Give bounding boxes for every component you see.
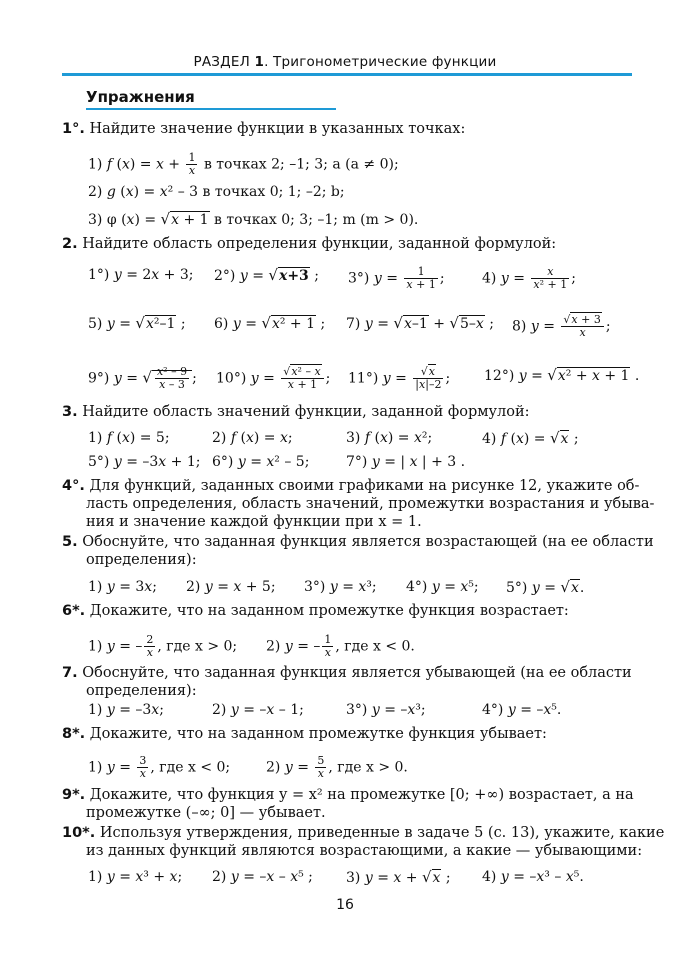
ex5-line-2: определения): [86, 552, 197, 568]
ex8-row-1: 1) y = $\frac{3}{x}$ , где x < 0; 2) y = $\frac{5}{x}$ , где x > 0. [88, 754, 408, 780]
ex9-line-2: промежутке (–∞; 0] — убывает. [86, 805, 326, 821]
ex4-line-3: ния и значение каждой функции при x = 1. [86, 514, 422, 530]
exercise-number: 6*. [62, 603, 86, 619]
ex10-line-2: из данных функций являются возрастающими, а какие — убывающими: [86, 843, 643, 859]
exercise-number: 7. [62, 665, 78, 681]
exercise-text: Найдите область определения функции, заданной формулой: [82, 236, 557, 252]
exercise-text-line-1: Обоснуйте, что заданная функция является возрастающей (на ее области [82, 534, 654, 550]
ex10-row-1: 1) y = x³ + x; 2) y = –x – x⁵ ; 3) y = x + √x ; 4) y = –x³ – x⁵. [88, 868, 584, 886]
exercise-1 [62, 120, 465, 138]
ex6-row-1: 1) y = – $\frac{2}{x}$ , где x > 0; 2) y = – $\frac{1}{x}$ , где x < 0. [88, 633, 415, 659]
exercise-text: Докажите, что на заданном промежутке функция возрастает: [89, 603, 569, 619]
ex1-item-2: 2) g (x) = x² – 3 в точках 0; 1; –2; b; [88, 184, 345, 200]
exercise-text: Найдите область значений функции, заданной формулой: [82, 404, 530, 420]
exercise-10 [62, 824, 664, 842]
heading-underline [86, 108, 336, 110]
condition-1: , где x < 0; [150, 759, 231, 776]
exercise-text-line-1: Для функций, заданных своими графиками на рисунке 12, укажите об- [89, 478, 640, 494]
exercise-9 [62, 786, 634, 804]
section-label: РАЗДЕЛ [193, 54, 250, 70]
exercise-5 [62, 533, 654, 551]
section-number: 1 [254, 54, 265, 70]
exercise-number: 8*. [62, 726, 86, 742]
exercise-4 [62, 477, 639, 495]
ex1-item-1: 1) f (x) = x + $\frac{1}{x}$ в точках 2; –1; 3; a (a ≠ 0); [88, 151, 399, 177]
exercise-number: 10*. [62, 825, 96, 841]
header-rule [62, 73, 632, 76]
ex2-row-2: 5) y = √x²–1 ; 6) y = √x² + 1 ; 7) y = √x–1 + √5–x ; 8) y = $\frac{√x + 3}{x}$ ; [88, 313, 611, 339]
ex7-line-2: определения): [86, 683, 197, 699]
running-header [0, 54, 690, 70]
exercise-8 [62, 725, 547, 743]
condition-2: , где x > 0. [328, 759, 408, 776]
ex3-row-1: 1) f (x) = 5; 2) f (x) = x; 3) f (x) = x²; 4) f (x) = √x ; [88, 429, 579, 447]
exercise-2 [62, 235, 556, 253]
exercise-7 [62, 664, 632, 682]
exercise-number: 5. [62, 534, 78, 550]
exercise-3 [62, 403, 530, 421]
ex2-row-3: 9°) y = √ $\frac{\text{x² – 9}}{x - 3}$ ; 10°) y = $\frac{\text{√x² – x}}{x + 1}$ ; 11°) y = $\frac{√x}{|x|-2}$ ; 12°) y = √x² + x + 1 . [88, 365, 640, 391]
exercise-number: 4°. [62, 478, 85, 494]
ex1-item-3: 3) φ (x) = √x + 1 в точках 0; 3; –1; m (m > 0). [88, 210, 419, 228]
exercise-number: 9*. [62, 787, 86, 803]
page-heading: Упражнения [86, 88, 195, 106]
section-title: . Тригонометрические функции [264, 54, 497, 70]
item-points: в точках 0; 3; –1; m (m > 0). [214, 212, 419, 228]
exercise-text: Докажите, что на заданном промежутке функция убывает: [89, 726, 547, 742]
page-number: 16 [336, 897, 354, 913]
exercise-number: 1°. [62, 121, 85, 137]
exercise-text-line-1: Обоснуйте, что заданная функция является убывающей (на ее области [82, 665, 632, 681]
ex4-line-2: ласть определения, область значений, промежутки возрастания и убыва- [86, 496, 655, 512]
exercise-number: 2. [62, 236, 78, 252]
exercise-text-line-1: Докажите, что функция y = x² на промежутке [0; +∞) возрастает, а на [89, 787, 634, 803]
exercise-text: Найдите значение функции в указанных точках: [89, 121, 466, 137]
ex3-row-2: 5°) y = –3x + 1; 6°) y = x² – 5; 7°) y = | x | + 3 . [88, 454, 466, 470]
condition-2: , где x < 0. [335, 638, 415, 655]
exercise-number: 3. [62, 404, 78, 420]
ex5-row-1: 1) y = 3x; 2) y = x + 5; 3°) y = x³; 4°) y = x⁵; 5°) y = √x. [88, 578, 585, 596]
condition-1: , где x > 0; [157, 638, 238, 655]
ex2-row-1: 1°) y = 2x + 3; 2°) y = √x+3 ; 3°) y = $\frac{1}{x + 1}$ ; 4) y = $\frac{x}{\text{x² + 1}}$ ; [88, 265, 576, 291]
exercise-text-line-1: Используя утверждения, приведенные в задаче 5 (с. 13), укажите, какие [99, 825, 665, 841]
item-points: в точках 0; 1; –2; b; [202, 184, 345, 200]
item-points: в точках 2; –1; 3; a (a ≠ 0); [203, 156, 399, 173]
ex7-row-1: 1) y = –3x; 2) y = –x – 1; 3°) y = –x³; 4°) y = –x⁵. [88, 702, 562, 718]
exercise-6 [62, 602, 569, 620]
